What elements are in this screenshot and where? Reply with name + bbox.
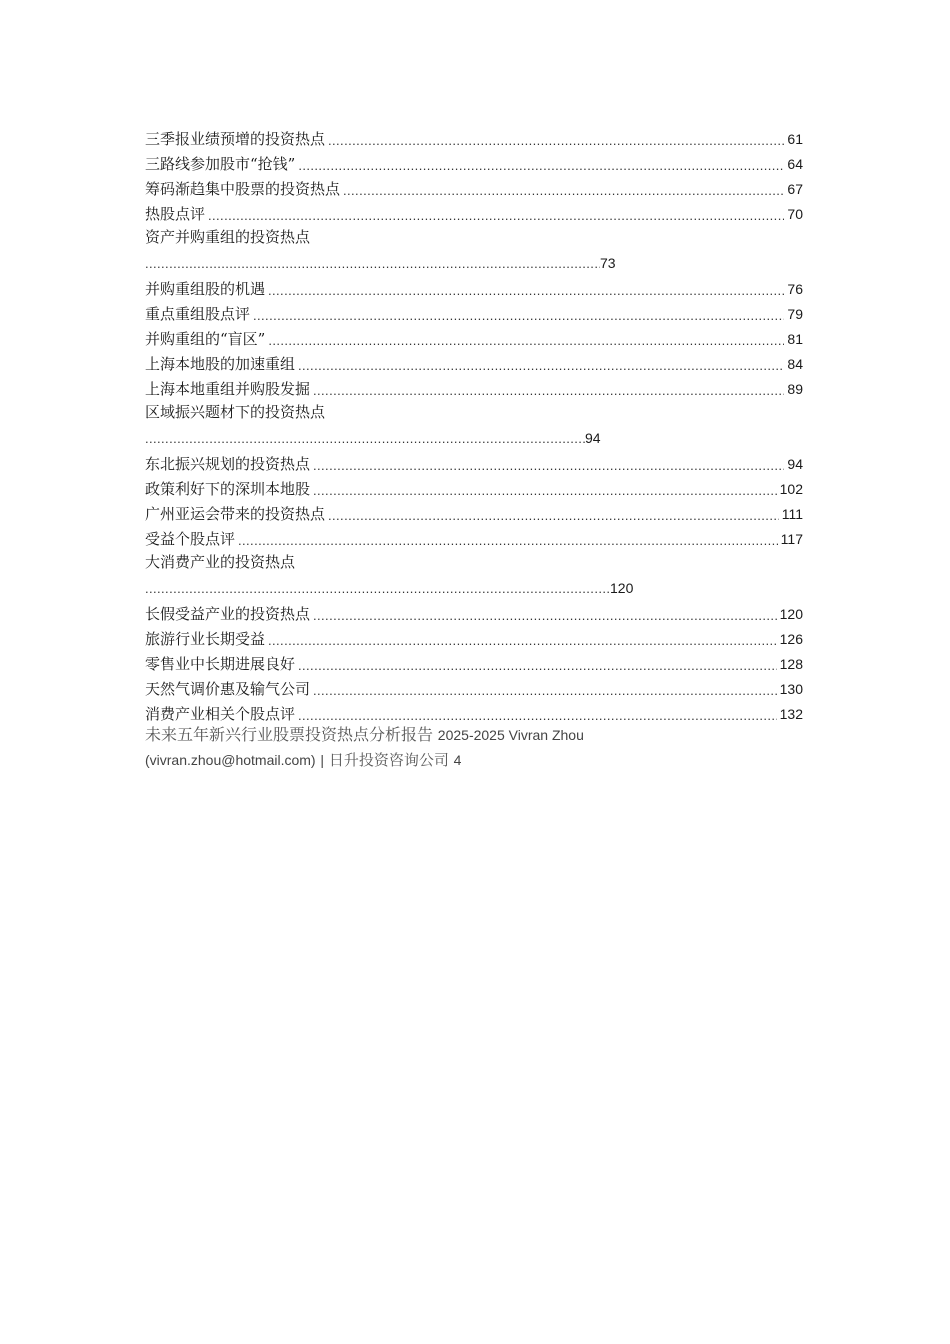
toc-entry-title: 零售业中长期进展良好 [145,655,296,673]
toc-entry-title: 政策利好下的深圳本地股 [145,480,311,498]
toc-entry[interactable] [145,200,803,225]
toc-entry-title: 区域振兴题材下的投资热点 [145,403,326,421]
toc-entry-title: 大消费产业的投资热点 [145,553,296,571]
toc-dot-leader [328,507,779,525]
toc-entry-title: 并购重组股的机遇 [145,280,266,298]
toc-entry-page: 128 [779,656,803,672]
toc-entry-page: 73 [600,255,616,271]
toc-dot-leader [238,532,778,550]
page-footer [145,722,705,773]
toc-entry-wrapped[interactable] [145,225,803,275]
toc-entry-title: 筹码渐趋集中股票的投资热点 [145,180,341,198]
toc-dot-leader [313,382,784,400]
toc-entry-page: 94 [585,430,601,446]
footer-email: (vivran.zhou@hotmail.com) [145,752,316,768]
toc-dot-leader [253,307,784,325]
toc-dot-leader [313,682,777,700]
toc-entry-page: 67 [787,181,803,197]
footer-page-number: 4 [453,752,462,768]
toc-entry-title: 广州亚运会带来的投资热点 [145,505,326,523]
toc-entry-page: 81 [787,331,803,347]
toc-entry-title: 上海本地重组并购股发掘 [145,380,311,398]
toc-entry-page: 89 [787,381,803,397]
toc-entry[interactable] [145,125,803,150]
toc-entry-page: 102 [779,481,803,497]
toc-entry-wrapped[interactable] [145,400,803,450]
toc-entry-title: 热股点评 [145,205,206,223]
toc-entry-wrapped[interactable] [145,550,803,600]
table-of-contents [145,125,803,725]
footer-report-title: 未来五年新兴行业股票投资热点分析报告 [145,725,434,744]
toc-entry-title: 受益个股点评 [145,530,236,548]
toc-entry[interactable] [145,675,803,700]
toc-entry[interactable] [145,375,803,400]
toc-dot-leader [145,580,610,598]
toc-entry-page: 120 [610,580,634,596]
toc-entry-page: 111 [781,506,803,522]
toc-entry[interactable] [145,500,803,525]
toc-entry-title: 上海本地股的加速重组 [145,355,296,373]
toc-dot-leader [328,132,784,150]
footer-company: 日升投资咨询公司 [328,751,449,769]
toc-entry-page: 132 [779,706,803,722]
toc-dot-leader [298,157,784,175]
toc-entry-page: 130 [779,681,803,697]
toc-dot-leader [268,332,784,350]
toc-entry[interactable] [145,650,803,675]
toc-entry-page: 117 [780,531,803,547]
toc-entry-page: 61 [787,131,803,147]
toc-entry[interactable] [145,175,803,200]
toc-dot-leader [313,457,784,475]
toc-entry-page: 94 [787,456,803,472]
toc-entry[interactable] [145,300,803,325]
toc-entry-page: 79 [787,306,803,322]
toc-entry[interactable] [145,525,803,550]
toc-entry-title: 天然气调价惠及输气公司 [145,680,311,698]
toc-entry[interactable] [145,600,803,625]
toc-dot-leader [145,255,600,273]
toc-dot-leader [268,282,784,300]
footer-separator: | [320,752,325,768]
toc-entry-page: 70 [787,206,803,222]
toc-entry[interactable] [145,450,803,475]
toc-entry-page: 126 [779,631,803,647]
toc-entry[interactable] [145,350,803,375]
toc-dot-leader [298,657,777,675]
toc-entry[interactable] [145,275,803,300]
toc-entry-title: 三路线参加股市“抢钱” [145,155,296,173]
toc-dot-leader [145,430,585,448]
toc-entry-title: 重点重组股点评 [145,305,251,323]
toc-entry-page: 84 [787,356,803,372]
toc-dot-leader [343,182,784,200]
toc-entry-page: 120 [779,606,803,622]
toc-entry-title: 三季报业绩预增的投资热点 [145,130,326,148]
toc-entry-title: 消费产业相关个股点评 [145,705,296,723]
toc-dot-leader [298,357,784,375]
toc-entry[interactable] [145,475,803,500]
footer-years-author: 2025-2025 Vivran Zhou [437,727,584,743]
toc-entry-title: 并购重组的“盲区” [145,330,266,348]
toc-entry-title: 旅游行业长期受益 [145,630,266,648]
toc-entry-page: 76 [787,281,803,297]
toc-entry-title: 资产并购重组的投资热点 [145,228,311,246]
toc-dot-leader [313,482,777,500]
toc-entry[interactable] [145,625,803,650]
toc-entry[interactable] [145,325,803,350]
toc-entry-title: 东北振兴规划的投资热点 [145,455,311,473]
toc-entry-page: 64 [787,156,803,172]
toc-entry[interactable] [145,150,803,175]
toc-entry-title: 长假受益产业的投资热点 [145,605,311,623]
toc-dot-leader [313,607,777,625]
toc-dot-leader [268,632,777,650]
toc-dot-leader [208,207,784,225]
